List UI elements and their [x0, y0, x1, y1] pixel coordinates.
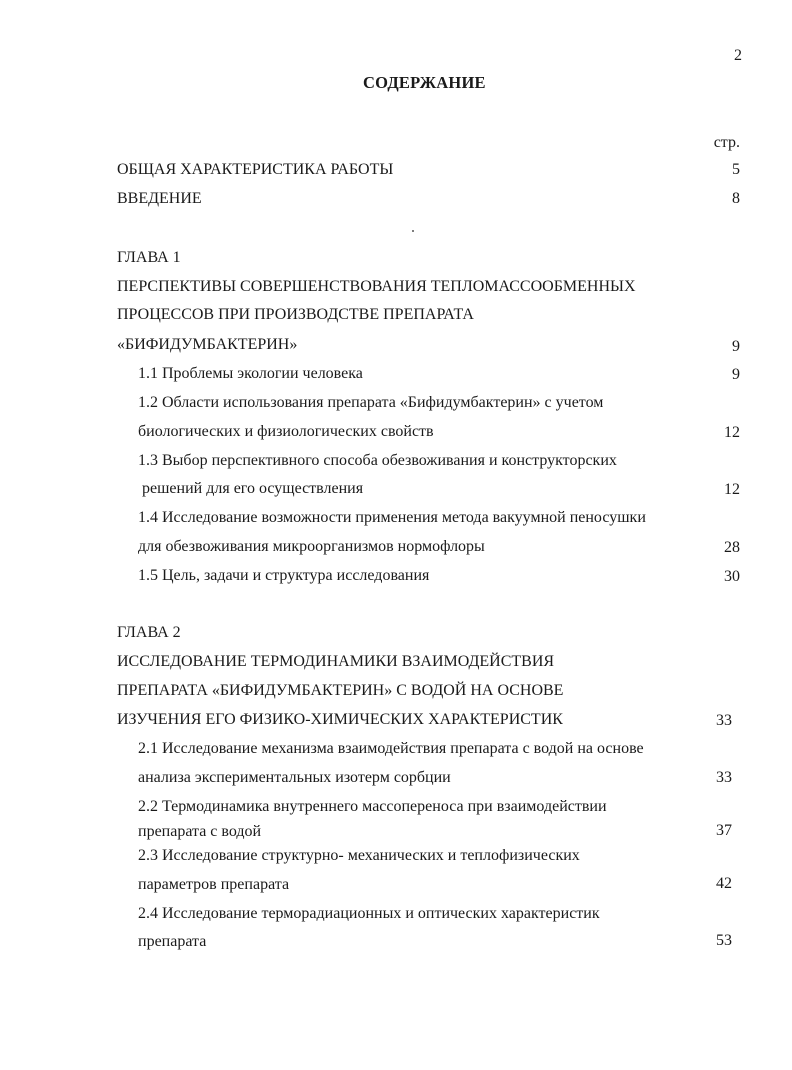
toc-entry-general: ОБЩАЯ ХАРАКТЕРИСТИКА РАБОТЫ	[117, 161, 394, 178]
toc-section: препарата с водой	[138, 823, 262, 840]
toc-page: 9	[732, 338, 740, 355]
chapter1-heading: ГЛАВА 1	[117, 249, 181, 266]
toc-section: решений для его осуществления	[138, 480, 364, 497]
toc-page: 33	[716, 769, 732, 786]
page-number: 2	[734, 47, 742, 64]
chapter2-title-line: ИЗУЧЕНИЯ ЕГО ФИЗИКО-ХИМИЧЕСКИХ ХАРАКТЕРИСТИК	[117, 711, 563, 728]
toc-page: 42	[716, 875, 732, 892]
toc-page: 33	[716, 712, 732, 729]
toc-section: 1.4 Исследование возможности применения метода вакуумной пеносушки	[138, 509, 646, 526]
toc-page: 37	[716, 822, 732, 839]
toc-section: 2.2 Термодинамика внутреннего массопереноса при взаимодействии	[138, 798, 607, 815]
chapter2-title-line: ПРЕПАРАТА «БИФИДУМБАКТЕРИН» С ВОДОЙ НА ОСНОВЕ	[117, 682, 564, 699]
chapter1-title-line: ПРОЦЕССОВ ПРИ ПРОИЗВОДСТВЕ ПРЕПАРАТА	[117, 306, 474, 323]
chapter1-title-line: «БИФИДУМБАКТЕРИН»	[117, 336, 298, 353]
toc-section: 1.1 Проблемы экологии человека	[138, 365, 363, 382]
page-title: СОДЕРЖАНИЕ	[363, 73, 486, 92]
toc-section: 2.3 Исследование структурно- механических и теплофизических	[138, 847, 580, 864]
toc-section: анализа экспериментальных изотерм сорбции	[138, 769, 451, 786]
toc-page: 8	[732, 190, 740, 207]
toc-section: 1.2 Области использования препарата «Бифидумбактерин» с учетом	[138, 394, 604, 411]
toc-page: 30	[724, 568, 740, 585]
toc-page: 28	[724, 539, 740, 556]
toc-section: 2.1 Исследование механизма взаимодействия препарата с водой на основе	[138, 740, 644, 757]
toc-section: параметров препарата	[138, 876, 290, 893]
toc-page: 5	[732, 161, 740, 178]
toc-section: препарата	[138, 933, 207, 950]
toc-section: для обезвоживания микроорганизмов нормофлоры	[138, 538, 485, 555]
chapter1-title-line: ПЕРСПЕКТИВЫ СОВЕРШЕНСТВОВАНИЯ ТЕПЛОМАССООБМЕННЫХ	[117, 278, 636, 295]
chapter2-heading: ГЛАВА 2	[117, 624, 181, 641]
toc-section: 1.5 Цель, задачи и структура исследования	[138, 567, 430, 584]
toc-page: 53	[716, 932, 732, 949]
toc-entry-introduction: ВВЕДЕНИЕ	[117, 190, 202, 207]
scan-speck	[412, 230, 414, 232]
chapter2-title-line: ИССЛЕДОВАНИЕ ТЕРМОДИНАМИКИ ВЗАИМОДЕЙСТВИЯ	[117, 653, 555, 670]
toc-section: 1.3 Выбор перспективного способа обезвоживания и конструкторских	[138, 452, 617, 469]
toc-page: 12	[724, 481, 740, 498]
toc-page: 12	[724, 424, 740, 441]
toc-section: биологических и физиологических свойств	[138, 423, 434, 440]
toc-section: 2.4 Исследование терморадиационных и оптических характеристик	[138, 905, 600, 922]
toc-page: 9	[732, 366, 740, 383]
page-column-label: стр.	[713, 134, 740, 151]
